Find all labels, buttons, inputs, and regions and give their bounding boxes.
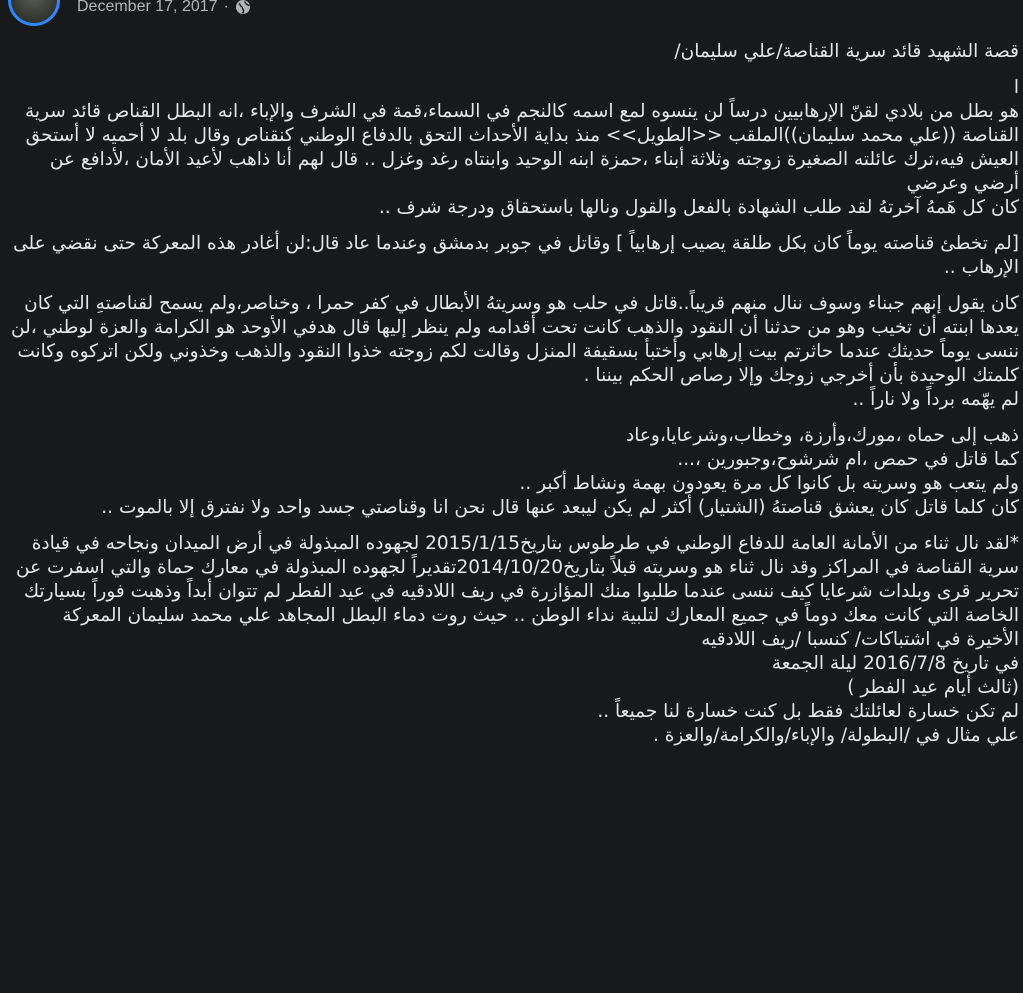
- post-text-line: لم يهّمه برداً ولا ناراً ..: [852, 389, 1019, 410]
- post-paragraph: [5, 292, 1019, 412]
- post-text-line: قصة الشهيد قائد سرية القناصة/علي سليمان/: [674, 41, 1019, 62]
- post-paragraph: [8, 232, 1019, 280]
- globe-icon[interactable]: [235, 0, 251, 15]
- post-text-line: كان كلما قاتل كان يعشق قناصتهُ (الشتيار) أكثر لم يكن ليبعد عنها قال نحن انا وقناصتي جسد واحد ولا نفترق إلا بالموت ..: [101, 497, 1019, 518]
- post-text-line: علي مثال في /البطولة/ والإباء/والكرامة/والعزة .: [652, 725, 1019, 746]
- post-text-line: هو بطل من بلادي لقنّ الإرهابيين درساً لن ينسوه لمع اسمه كالنجم في السماء،قمة في الشرف والإباء ،انه البطل القناص قائد سرية القناصة ((علي محمد سليمان))الملقب <<الطويل>> منذ بداية الأحداث التحق بالدفاع الوطني كنقناص وقال بلد لا أحميه لا أستحق العيش فيه،ترك عائلته الصغيرة زوجته وثلاثة أبناء ،حمزة ابنه الوحيد وابنتاه رغد وغزل .. قال لهم أنا ذاهب لأعيد الأمان ،لأدافع عن أرضي وعرضي: [19, 101, 1019, 194]
- post-text-line: ذهب إلى حماه ،مورك،وأرزة، وخطاب،وشرعايا،وعاد: [625, 425, 1019, 446]
- post-paragraph: [8, 532, 1019, 748]
- post-body: [5, 40, 1019, 760]
- post-paragraph: [8, 424, 1019, 520]
- meta-separator: ·: [223, 0, 229, 15]
- avatar[interactable]: [8, 0, 60, 26]
- post-text-line: كان كل هَمهُ آخرتهُ لقد طلب الشهادة بالفعل والقول ونالها باستحقاق ودرجة شرف ..: [378, 197, 1019, 218]
- post-header: [0, 0, 1023, 30]
- post-date[interactable]: December 17, 2017: [77, 0, 218, 15]
- post-text-line: (ثالث أيام عيد الفطر ): [847, 677, 1019, 698]
- post-text-line: لم تكن خسارة لعائلتك فقط بل كنت خسارة لنا جميعاً ..: [597, 701, 1019, 722]
- post-meta: [77, 0, 251, 16]
- post-text-line: [لم تخطئ قناصته يوماً كان بكل طلقة يصيب إرهابياً ] وقاتل في جوبر بدمشق وعندما عاد قال:لن أغادر هذه المعركة حتى نقضي على الإرهاب ..: [7, 233, 1019, 278]
- post-text-line: ولم يتعب هو وسريته بل كانوا كل مرة يعودون بهمة ونشاط أكبر ..: [519, 473, 1019, 494]
- post-text-line: ا: [1013, 77, 1019, 98]
- post-paragraph: [8, 40, 1019, 64]
- post-paragraph: [8, 76, 1019, 220]
- post-text-line: كما قاتل في حمص ،ام شرشوح،وجبورين ،...: [677, 449, 1019, 470]
- post-text-line: *لقد نال ثناء من الأمانة العامة للدفاع الوطني في طرطوس بتاريخ2015/1/15 لجهوده المبذولة في أرض الميدان ونجاحه في قيادة سرية القناصة في المراكز وقد نال ثناء هو وسريته قبلاً بتاريخ2014/10/20تقديراً لجهوده المبذولة في معارك حماة والتي اسفرت عن تحرير قرى وبلدات شرعايا كيف ننسى عندما طلبوا منك المؤازرة في ريف اللادقيه في عيد الفطر لم تتوان أبداً وذهبت فوراً بسيارتك الخاصة التي كانت معك دوماً في جميع المعارك لتلبية نداء الوطن .. حيث روت دماء البطل المجاهد علي محمد سليمان المعركة الأخيرة في اشتباكات/ كنسبا /ريف اللادقيه: [10, 533, 1019, 650]
- post-text-line: كان يقول إنهم جبناء وسوف ننال منهم قريباً..قاتل في حلب هو وسريتهُ الأبطال في كفر حمرا ، وخناصر،ولم يسمح لقناصتهِ التي كان يعدها ابنته أن تخيب وهو من حدثنا أن النقود والذهب كانت تحت أقدامه ولم ينظر إليها قال هدفي الأوحد هو الكرامة والعزة لوطني ،لن ننسى يوماً حديثك عندما حاثرتم بيت إرهابي وأختبأ بسقيفة المنزل وقالت لكم زوجته خذوا النقود والذهب وخذوني ولكن اتركوه وكانت كلمتك الوحيدة بأن أخرجي زوجك وإلا رصاص الحكم بيننا .: [5, 293, 1019, 386]
- post-text-line: في تاريخ 2016/7/8 ليلة الجمعة: [771, 653, 1019, 674]
